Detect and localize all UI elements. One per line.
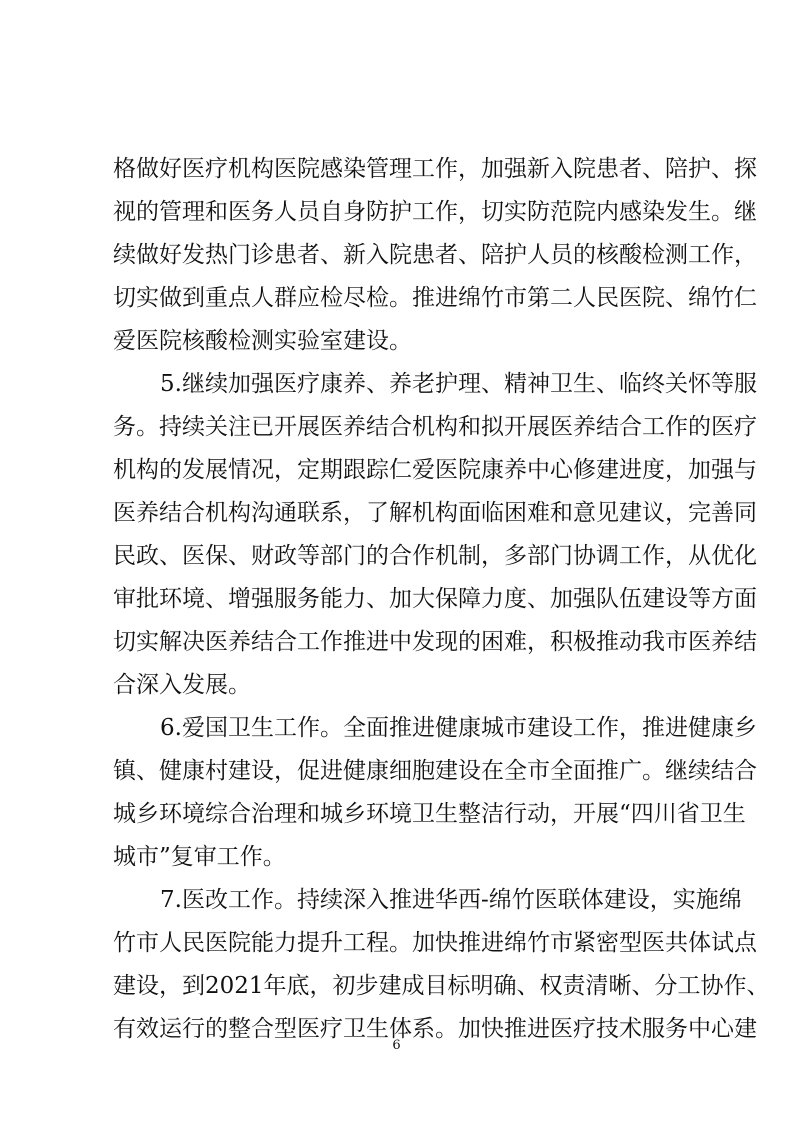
item-6-first-line: 6.爱国卫生工作。全面推进健康城市建设工作，推进健康乡 — [160, 715, 757, 741]
text-line: 格做好医疗机构医院感染管理工作，加强新入院患者、陪护、探 — [113, 156, 757, 182]
item-5-first-line: 5.继续加强医疗康养、养老护理、精神卫生、临终关怀等服 — [160, 371, 757, 397]
text-line: 合深入发展。 — [113, 672, 251, 698]
text-line: 审批环境、增强服务能力、加大保障力度、加强队伍建设等方面 — [113, 586, 757, 612]
text-line: 有效运行的整合型医疗卫生体系。加快推进医疗技术服务中心建 — [113, 1016, 757, 1042]
text-line: 医养结合机构沟通联系，了解机构面临困难和意见建议，完善同 — [113, 500, 757, 526]
text-line: 机构的发展情况，定期跟踪仁爱医院康养中心修建进度，加强与 — [113, 457, 757, 483]
text-line: 城乡环境综合治理和城乡环境卫生整洁行动，开展“四川省卫生 — [113, 801, 746, 827]
text-line: 建设，到2021年底，初步建成目标明确、权责清晰、分工协作、 — [113, 973, 770, 999]
page-number: 6 — [392, 1038, 401, 1053]
text-line: 切实解决医养结合工作推进中发现的困难，积极推动我市医养结 — [113, 629, 757, 655]
text-line: 爱医院核酸检测实验室建设。 — [113, 328, 412, 354]
text-line: 务。持续关注已开展医养结合机构和拟开展医养结合工作的医疗 — [113, 414, 757, 440]
text-line: 续做好发热门诊患者、新入院患者、陪护人员的核酸检测工作， — [113, 242, 757, 268]
text-line: 竹市人民医院能力提升工程。加快推进绵竹市紧密型医共体试点 — [113, 930, 757, 956]
text-line: 城市”复审工作。 — [113, 844, 286, 870]
text-line: 镇、健康村建设，促进健康细胞建设在全市全面推广。继续结合 — [113, 758, 757, 784]
text-line: 民政、医保、财政等部门的合作机制，多部门协调工作，从优化 — [113, 543, 757, 569]
text-line: 视的管理和医务人员自身防护工作，切实防范院内感染发生。继 — [113, 199, 757, 225]
item-7-first-line: 7.医改工作。持续深入推进华西-绵竹医联体建设，实施绵 — [160, 887, 742, 913]
text-line: 切实做到重点人群应检尽检。推进绵竹市第二人民医院、绵竹仁 — [113, 285, 757, 311]
